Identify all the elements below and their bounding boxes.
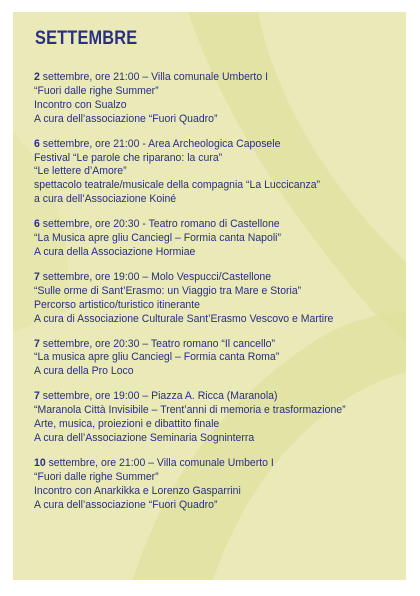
event-item [34,138,404,208]
page-title: SETTEMBRE [35,28,138,49]
event-item [34,271,404,327]
event-title: “La musica apre gliu Canciegl – Formia canta Roma” [34,351,280,364]
event-date-line [34,457,374,471]
event-date-text: settembre, ore 20:30 - Teatro romano di Castellone [39,218,280,231]
event-date-text: settembre, ore 21:00 – Villa comunale Umberto I [39,71,268,83]
event-date-text: settembre, ore 19:00 – Molo Vespucci/Castellone [39,270,272,283]
event-festival: Festival “Le parole che riparano: la cura” [34,151,223,164]
event-organizer: A cura della Associazione Hormiae [34,245,196,258]
event-item [34,338,404,380]
event-title: “Fuori dalle righe Summer” [34,470,159,483]
program-page [13,12,406,580]
event-day: 7 [34,270,40,283]
event-day: 7 [34,337,40,350]
event-description: Percorso artistico/turistico itinerante [34,298,200,311]
events-list [34,71,404,523]
event-title: “Le lettere d’Amore” [34,165,127,178]
event-day: 10 [34,456,46,469]
event-date-text: settembre, ore 21:00 – Villa comunale Umberto I [45,456,274,469]
event-title: “Sulle orme di Sant’Erasmo: un Viaggio tra Mare e Storia” [34,284,302,297]
event-date-line [34,138,374,152]
event-description: Arte, musica, proiezioni e dibattito finale [34,418,220,431]
event-date-line [34,271,374,285]
event-organizer: a cura dell’Associazione Koiné [34,193,177,206]
event-description: spettacolo teatrale/musicale della compagnia “La Luccicanza” [34,179,321,192]
event-day: 2 [34,71,40,83]
event-day: 7 [34,390,40,403]
event-title: “La Musica apre gliu Canciegl – Formia canta Napoli” [34,232,281,245]
event-date-text: settembre, ore 19:00 – Piazza A. Ricca (Maranola) [39,390,278,403]
event-day: 6 [34,137,40,150]
event-item [34,457,404,513]
event-day: 6 [34,218,40,231]
event-title: “Fuori dalle righe Summer” [34,84,159,97]
event-item [34,390,404,446]
event-organizer: A cura dell’associazione “Fuori Quadro” [34,112,218,125]
event-organizer: A cura dell’Associazione Seminaria Sogninterra [34,431,255,444]
event-date-text: settembre, ore 20:30 – Teatro romano “Il cancello” [39,337,275,350]
event-date-line [34,390,374,404]
event-item [34,218,404,260]
event-date-line [34,338,374,352]
event-item [34,71,404,127]
event-title: “Maranola Città Invisibile – Trent’anni di memoria e trasformazione” [34,404,346,417]
event-organizer: A cura dell’associazione “Fuori Quadro” [34,498,218,511]
event-date-text: settembre, ore 21:00 - Area Archeologica Caposele [39,137,281,150]
event-description: Incontro con Anarkikka e Lorenzo Gasparrini [34,484,241,497]
event-date-line [34,71,374,85]
event-organizer: A cura di Associazione Culturale Sant’Erasmo Vescovo e Martire [34,312,334,325]
event-description: Incontro con Sualzo [34,98,127,111]
event-organizer: A cura della Pro Loco [34,365,134,378]
event-date-line [34,218,374,232]
